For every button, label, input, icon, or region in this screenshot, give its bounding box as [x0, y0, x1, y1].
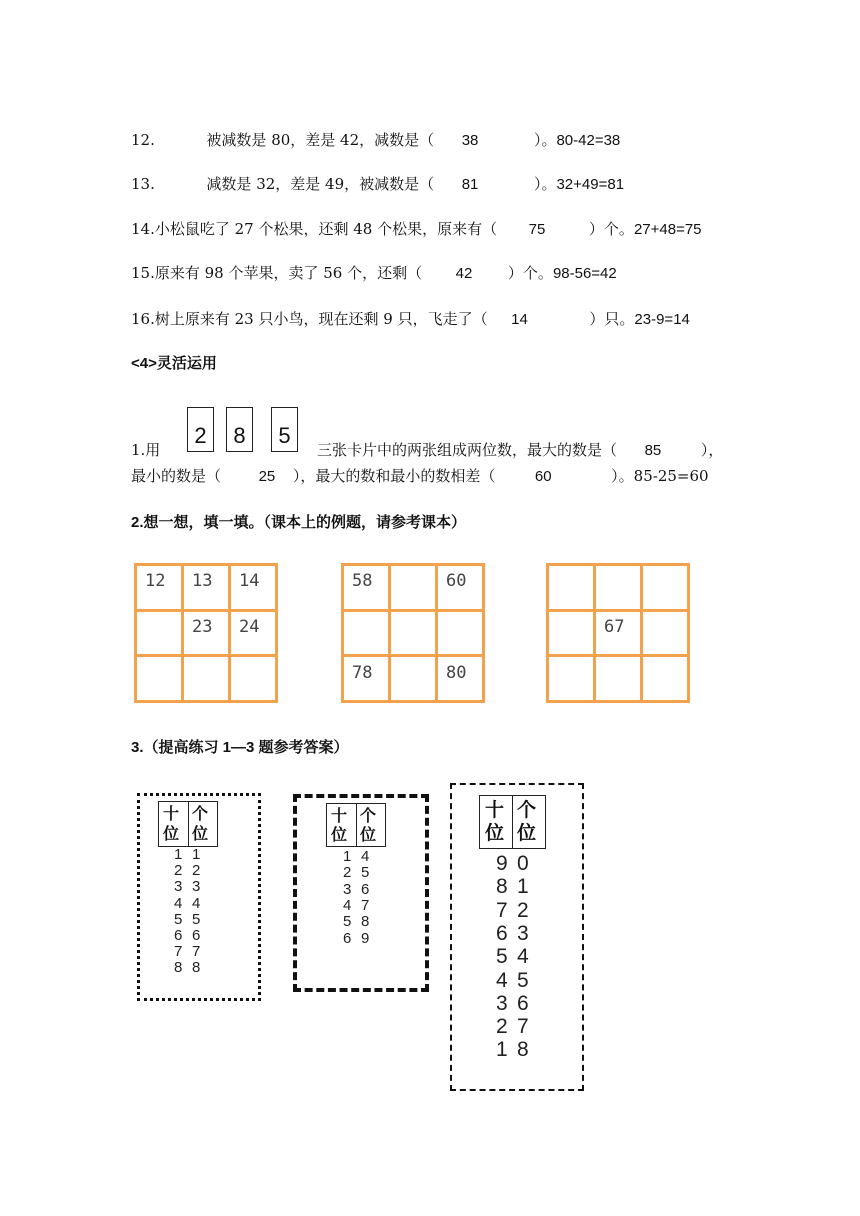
q1-line1	[317, 440, 723, 461]
place-value-header	[326, 803, 386, 847]
grid-line	[640, 563, 643, 703]
grid-line	[134, 700, 278, 703]
tens-digit: 4	[343, 896, 352, 914]
grid-line	[134, 563, 137, 703]
q2-title: 2.想一想，填一填。（课本上的例题，请参考课本）	[131, 514, 467, 531]
tens-digit: 4	[496, 968, 508, 992]
number-grid	[134, 563, 278, 703]
grid-cell: 23	[192, 617, 213, 637]
question-number: 12.	[131, 131, 155, 149]
number-card: 8	[226, 407, 253, 452]
ones-header: 个位	[517, 799, 537, 844]
tens-digit: 1	[496, 1038, 508, 1062]
ones-digit: 7	[192, 943, 201, 961]
tens-digit: 8	[174, 959, 183, 977]
ones-digit: 2	[517, 898, 529, 922]
grid-line	[341, 563, 485, 566]
answer: 75	[528, 221, 546, 238]
grid-line	[275, 563, 278, 703]
grid-line	[546, 700, 690, 703]
grid-line	[341, 654, 485, 657]
question-number: 14.	[131, 220, 155, 238]
question-text: 原来有 98 个苹果，卖了 56 个，还剩（	[154, 264, 423, 282]
tens-header: 十位	[163, 804, 180, 843]
grid-cell: 80	[446, 663, 467, 683]
ones-digit: 2	[192, 862, 201, 880]
grid-line	[228, 563, 231, 703]
tens-digit: 3	[343, 880, 352, 898]
question-13	[131, 174, 624, 195]
grid-line	[134, 654, 278, 657]
question-close: ）。	[533, 175, 557, 193]
ones-digit: 7	[361, 896, 370, 914]
grid-line	[134, 609, 278, 612]
question-close: ）只。	[589, 310, 635, 328]
ones-digit: 8	[192, 959, 201, 977]
tens-digit: 5	[174, 910, 183, 928]
q1-close: ），	[700, 441, 724, 459]
grid-line	[435, 563, 438, 703]
question-close: ）个。	[507, 264, 553, 282]
question-16	[131, 309, 690, 330]
number-grid	[546, 563, 690, 703]
tens-digit: 5	[496, 945, 508, 969]
ones-digit: 4	[192, 894, 201, 912]
place-value-header	[158, 801, 218, 847]
grid-cell: 60	[446, 571, 467, 591]
number-grid	[341, 563, 485, 703]
question-close: ）。	[533, 131, 557, 149]
q1-close2: ）。	[611, 467, 634, 485]
calculation: 27+48=75	[633, 221, 702, 238]
question-close: ）个。	[588, 220, 634, 238]
grid-line	[341, 609, 485, 612]
tens-digit: 6	[343, 929, 352, 947]
place-value-header	[479, 795, 546, 849]
max-answer: 85	[644, 442, 662, 459]
q1-line2	[131, 466, 709, 487]
ones-digit: 5	[192, 910, 201, 928]
ones-digit: 3	[192, 878, 201, 896]
q3-title: 3.（提高练习 1—3 题参考答案）	[131, 739, 349, 756]
tens-digit: 1	[174, 846, 183, 863]
answer: 42	[455, 265, 473, 282]
ones-digit: 8	[517, 1038, 529, 1062]
grid-line	[341, 563, 344, 703]
grid-line	[341, 700, 485, 703]
grid-cell: 67	[604, 617, 625, 637]
question-12	[131, 130, 620, 151]
q1-text2: 最小的数是（	[131, 467, 222, 485]
tens-digit: 6	[174, 927, 183, 944]
ones-digit: 5	[361, 864, 370, 882]
tens-header: 十位	[485, 799, 505, 844]
grid-cell: 12	[145, 571, 166, 591]
question-text: 减数是 32，差是 49，被减数是（	[206, 175, 435, 193]
ones-header: 个位	[360, 806, 377, 844]
question-number: 15.	[131, 264, 155, 282]
grid-cell: 78	[352, 663, 373, 683]
q1-calc: 85-25=60	[633, 467, 709, 485]
ones-digit: 1	[192, 846, 201, 863]
ones-digit: 0	[517, 852, 529, 875]
question-number: 16.	[131, 310, 155, 328]
ones-digit: 6	[517, 991, 529, 1015]
tens-digit: 7	[174, 943, 183, 961]
tens-digit: 8	[496, 875, 508, 899]
question-15	[131, 263, 617, 284]
ones-digit: 1	[517, 875, 529, 899]
min-answer: 25	[258, 468, 276, 485]
grid-line	[546, 563, 690, 566]
section-heading: <4>灵活运用	[131, 355, 217, 372]
calculation: 32+49=81	[556, 176, 625, 193]
calculation: 98-56=42	[552, 265, 617, 282]
q1-text: 三张卡片中的两张组成两位数，最大的数是（	[317, 441, 618, 459]
ones-header: 个位	[192, 804, 209, 843]
question-text: 被减数是 80，差是 42，减数是（	[206, 131, 435, 149]
grid-line	[181, 563, 184, 703]
tens-digit: 5	[343, 913, 352, 931]
number-card: 5	[271, 407, 298, 452]
grid-line	[134, 563, 278, 566]
answer: 81	[461, 176, 479, 193]
tens-digit: 2	[174, 862, 183, 880]
question-text: 小松鼠吃了 27 个松果，还剩 48 个松果，原来有（	[154, 220, 498, 238]
ones-digit: 4	[517, 945, 529, 969]
grid-line	[388, 563, 391, 703]
question-14	[131, 219, 702, 240]
tens-digit: 1	[343, 848, 352, 865]
grid-cell: 24	[239, 617, 260, 637]
question-number: 13.	[131, 175, 155, 193]
tens-digit: 2	[496, 1015, 508, 1039]
grid-line	[546, 609, 690, 612]
grid-line	[687, 563, 690, 703]
q1-prefix: 1.用	[131, 441, 161, 459]
tens-digit: 3	[174, 878, 183, 896]
tens-digit: 3	[496, 991, 508, 1015]
number-card: 2	[187, 407, 214, 452]
grid-cell: 58	[352, 571, 373, 591]
answer: 14	[511, 311, 528, 328]
ones-digit: 6	[361, 880, 370, 898]
q1-text3: ），最大的数和最小的数相差（	[292, 467, 496, 485]
ones-digit: 3	[517, 921, 529, 945]
calculation: 23-9=14	[634, 311, 690, 328]
ones-digit: 8	[361, 913, 370, 931]
grid-cell: 14	[239, 571, 260, 591]
diff-answer: 60	[534, 468, 552, 485]
question-text: 树上原来有 23 只小鸟，现在还剩 9 只，飞走了（	[154, 310, 488, 328]
grid-line	[546, 563, 549, 703]
ones-digit: 4	[361, 848, 370, 865]
grid-line	[593, 563, 596, 703]
tens-digit: 6	[496, 921, 508, 945]
tens-header: 十位	[331, 806, 348, 844]
grid-line	[482, 563, 485, 703]
grid-line	[546, 654, 690, 657]
grid-cell: 13	[192, 571, 213, 591]
tens-digit: 9	[496, 852, 508, 875]
calculation: 80-42=38	[556, 132, 621, 149]
tens-digit: 2	[343, 864, 352, 882]
tens-digit: 7	[496, 898, 508, 922]
tens-digit: 4	[174, 894, 183, 912]
ones-digit: 9	[361, 929, 370, 947]
ones-digit: 6	[192, 927, 201, 944]
ones-digit: 7	[517, 1015, 529, 1039]
ones-digit: 5	[517, 968, 529, 992]
answer: 38	[461, 132, 479, 149]
